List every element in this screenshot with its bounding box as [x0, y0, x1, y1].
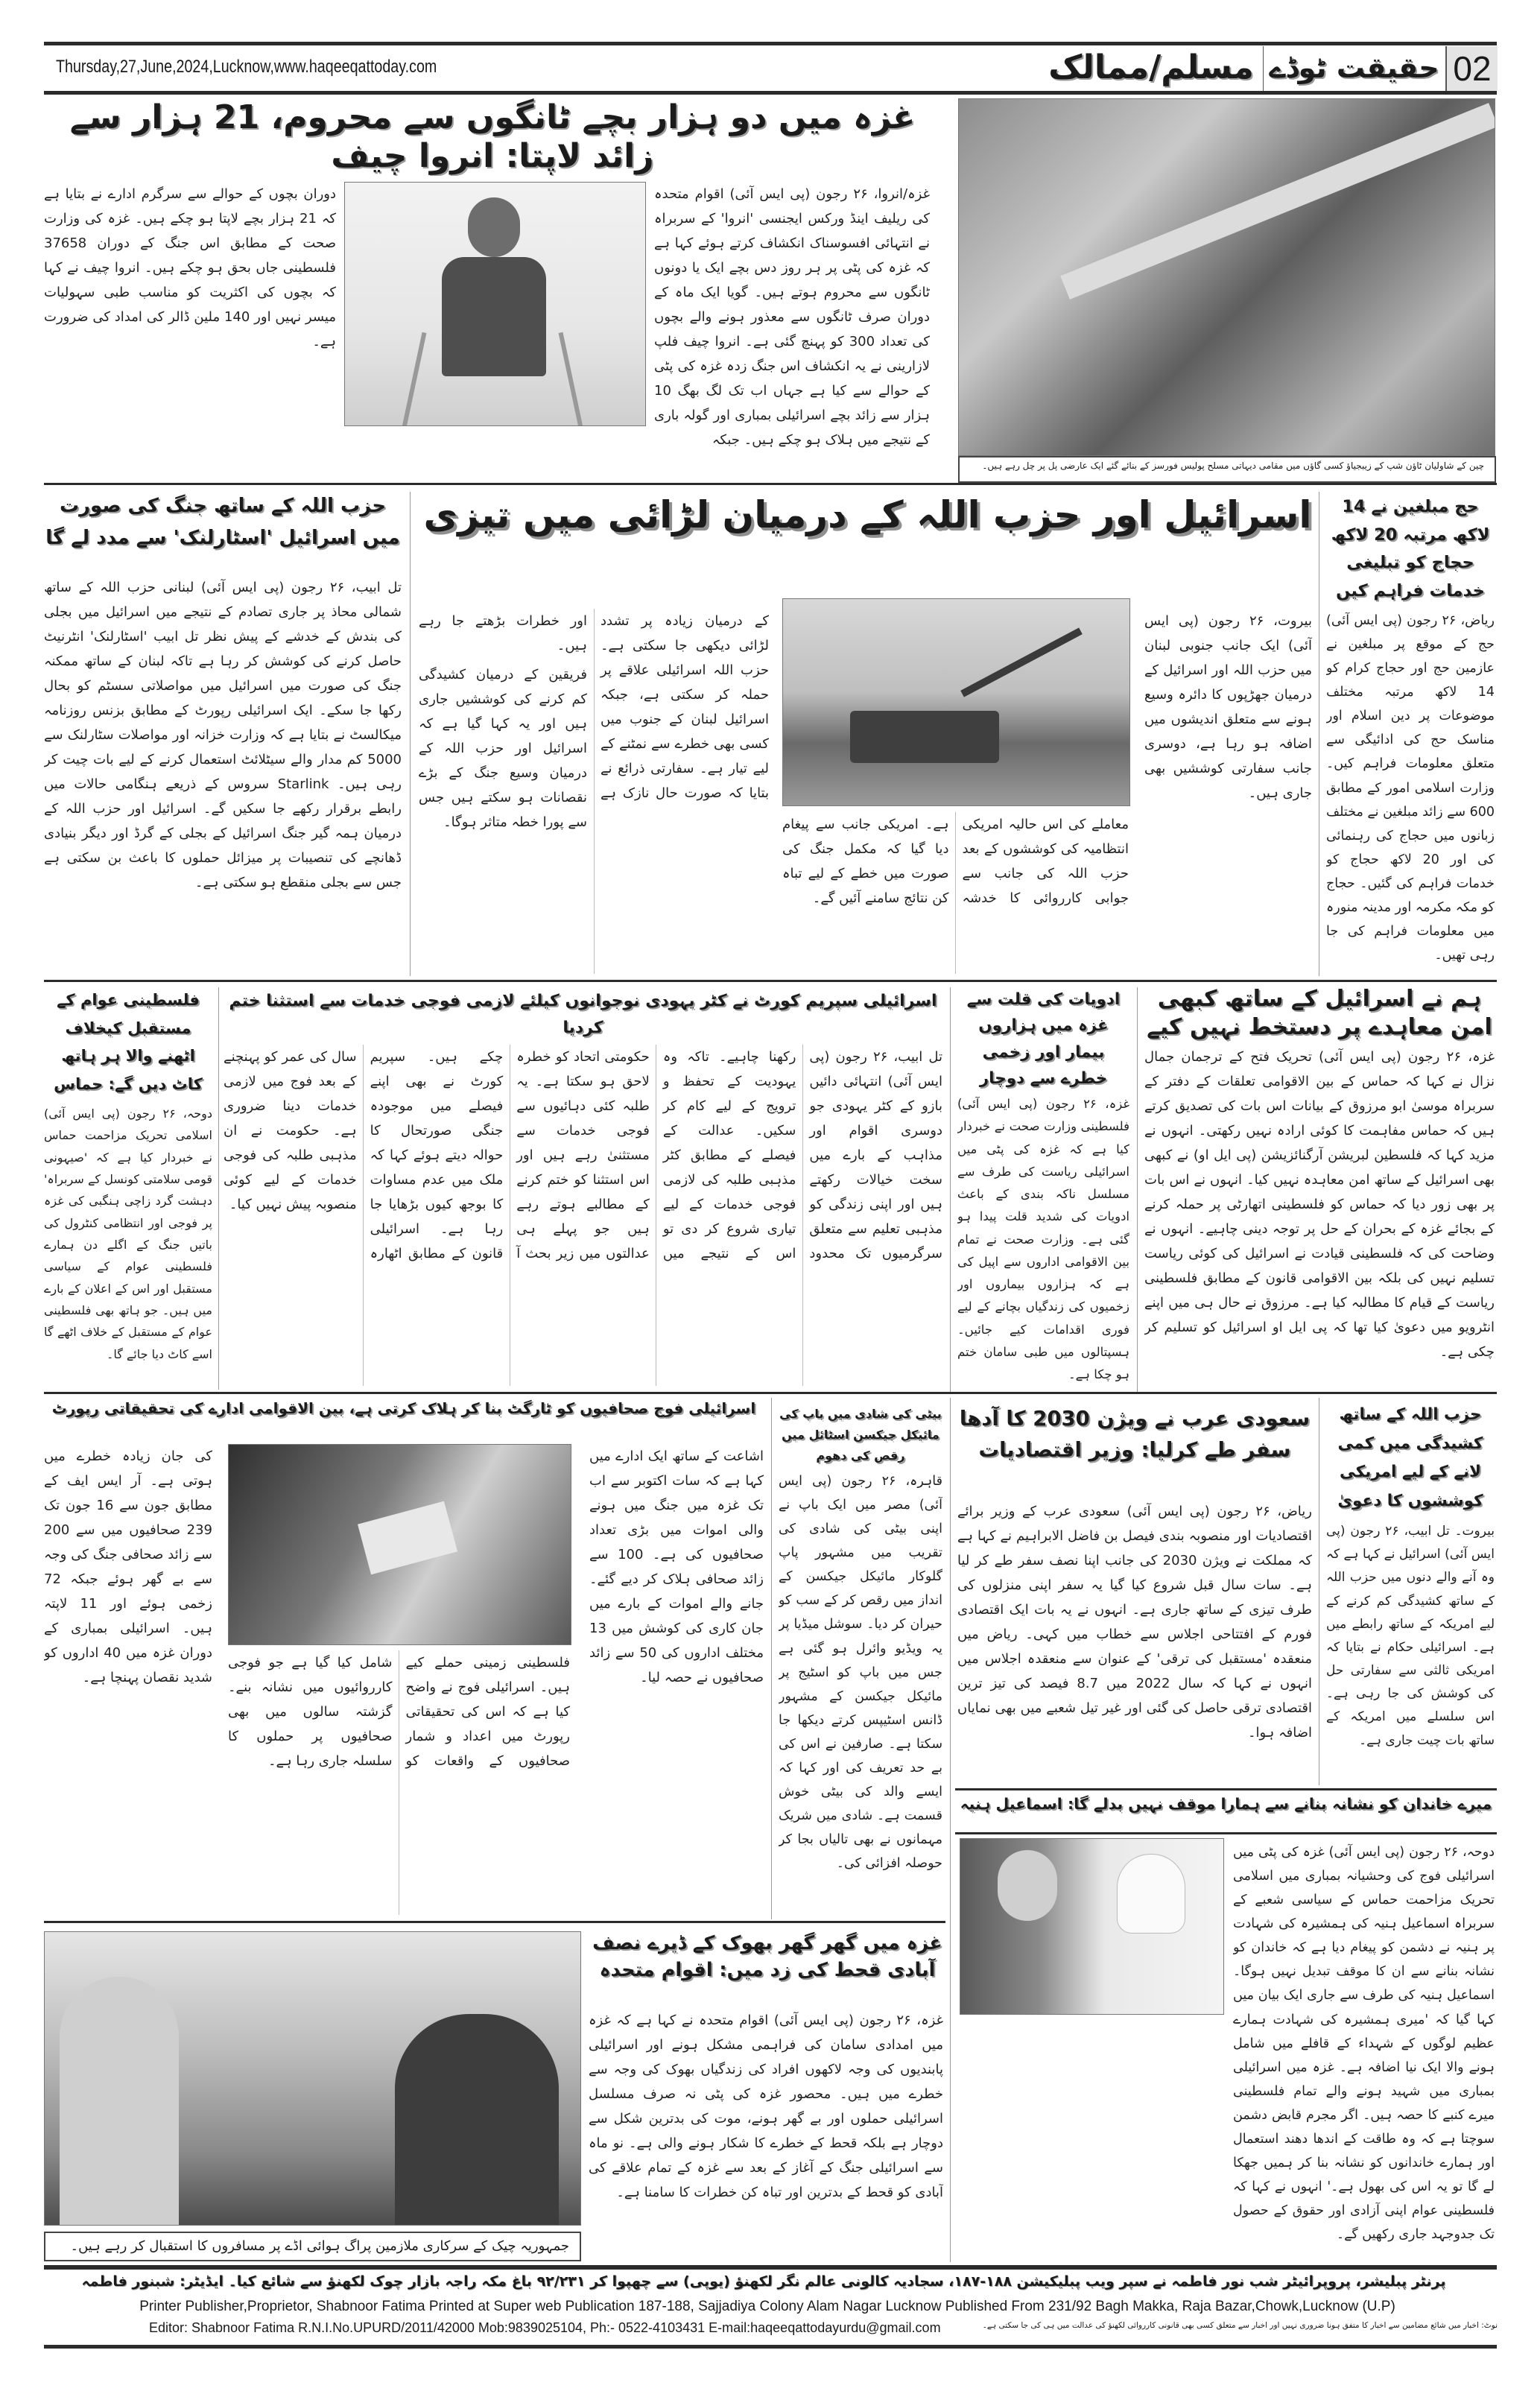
- masthead-divider: [1263, 46, 1264, 91]
- section-title: مسلم/ممالک: [1048, 48, 1254, 86]
- main-story-lead: بیروت، ۲۶ رجون (پی ایس آئی) ایک جانب جنوبی لبنان میں حزب اللہ اور اسرائیل کے درمیان جھڑپوں کا دائرہ وسیع ہونے سے متعلق اندیشوں میں اضافہ ہو رہا ہے، دوسری جانب سفارتی کوششیں بھی جاری ہیں۔: [1144, 613, 1312, 801]
- starlink-headline: حزب اللہ کے ساتھ جنگ کی صورت میں اسرائیل 'اسٹارلنک' سے مدد لے گا: [45, 495, 400, 549]
- column-divider: [950, 1398, 951, 2262]
- section-rule: [44, 1392, 1497, 1394]
- journalists-body-right: اشاعت کے ساتھ ایک ادارے میں کہا ہے کہ سات اکتوبر سے اب تک غزہ میں جنگ میں ہونے والی اموات میں بڑی تعداد صحافیوں کی ہے۔ 100 سے زائد صحافی ہلاک کر دیے گئے۔ جانے والے اموات کے بارے میں جان کاری کی کوشش میں 13 مختلف اداروں کی 50 سے زائد صحافیوں نے حصہ لیا۔: [589, 1448, 764, 1685]
- footer-urdu-imprint: پرنٹر پبلیشر، پروپرائیٹر شب نور فاطمہ نے سپر ویب پبلیکیشن ۱۸۸-۱۸۷، سجادیہ کالونی عالم نگر لکھنؤ (یوپی) سے چھپوا کر ۹۲/۲۳۱ باغ مکہ راجہ بازار چوک لکھنؤ سے شائع کیا۔ ایڈیٹر: شبنور فاطمہ: [81, 2273, 1446, 2290]
- hunger-body: غزہ، ۲۶ رجون (پی ایس آئی) اقوام متحدہ نے کہا ہے کہ غزہ میں امدادی سامان کی فراہمی مشکل ہونے اور اسرائیلی پابندیوں کی وجہ لاکھوں افراد کی زندگیاں بھوک کی وجہ سے خطرے میں ہیں۔ محصور غزہ کی پٹی نہ صرف مسلسل اسرائیلی حملوں اور بے گھر ہونے، موت کی بدترین شکل سے دوچار ہے بلکہ قحط کے خطرے کا شکار ہونے والی ہے۔ نو ماہ سے اسرائیلی جنگ کے آغاز کے بعد سے غزہ کے تمام علاقے کی آبادی کو قحط کے بدترین اور تباہ کن خطرات کا سامنا ہے۔: [589, 2013, 943, 2200]
- journalists-body-left: کی جان زیادہ خطرے میں ہوتی ہے۔ آر ایس ایف کے مطابق جون سے 16 جون تک 239 صحافیوں میں سے 200 سے زائد صحافی جنگ کی وجہ سے بے گھر ہوئے جبکہ 72 زخمی ہوئے اور 11 لاپتہ ہیں۔ اسرائیلی بمباری کے دوران غزہ میں 40 اداروں کو شدید نقصان پہنچا ہے۔: [44, 1448, 212, 1685]
- journalists-headline: اسرائیلی فوج صحافیوں کو ٹارگٹ بنا کر ہلاک کرتی ہے، بین الاقوامی ادارے کی تحقیقاتی رپورٹ: [51, 1399, 756, 1417]
- top-story-headline: غزہ میں دو ہزار بچے ٹانگوں سے محروم، 21 ہزار سے زائد لاپتا: انروا چیف: [69, 98, 916, 175]
- bridge-villagers-photo: [958, 98, 1495, 456]
- journalists-body-middle: فلسطینی زمینی حملے کیے ہیں۔ اسرائیلی فوج نے واضح کیا ہے کہ اس کی تحقیقاتی رپورٹ میں اعداد و شمار صحافیوں کے واقعات کو شامل کیا گیا ہے جو فوجی کارروائیوں میں نشانہ بنے۔ گزشتہ سالوں میں بھی صحافیوں پر حملوں کا سلسلہ جاری رہا ہے۔: [228, 1655, 570, 1769]
- hajj-headline: حج مبلغین نے 14 لاکھ مرتبہ 20 لاکھ حجاج کو تبلیغی خدمات فراہم کیں: [1331, 497, 1490, 601]
- section-rule: [44, 1921, 945, 1923]
- footer-editor-line: Editor: Shabnoor Fatima R.N.I.No.UPURD/2011/42000 Mob:9839025104, Ph:- 0522-4103431 E-mail:haqeeqattodayurdu@gmail.com: [149, 2320, 941, 2335]
- medicine-body: غزہ، ۲۶ رجون (پی ایس آئی) فلسطینی وزارت صحت نے خبردار کیا ہے کہ غزہ کی پٹی میں اسرائیلی ریاست کی طرف سے مسلسل ناکہ بندی کے باعث ادویات کی شدید قلت پیدا ہو گئی ہے۔ وزارت صحت نے تمام بین الاقوامی اداروں سے اپیل کی ہے کہ ہزاروں بیماروں اور زخمیوں کی زندگیاں بچانے کے لیے فوری اقدامات کیے جائیں۔ ہسپتالوں میں طبی سامان ختم ہو چکا ہے۔: [957, 1097, 1129, 1381]
- section-rule: [44, 980, 1497, 982]
- bridge-photo-caption: چین کے شاولیان ٹاؤن شپ کے زیبجیاؤ کسی گاؤں میں مقامی دیہاتی مسلح پولیس فورسز کے بنائے گئے ایک عارضی پل پر چل رہے ہیں۔: [958, 456, 1496, 483]
- main-story-body-under-photo: معاملے کی اس حالیہ امریکی انتظامیہ کی کوششوں کے بعد حزب اللہ کی جانب سے جوابی کارروائی کا خدشہ ہے۔ امریکی جانب سے پیغام دیا گیا کہ مکمل جنگ کی صورت میں خطے کے لیے تباہ کن نتائج سامنے آئیں گے۔: [782, 817, 1129, 906]
- supreme-court-body: تل ابیب، ۲۶ رجون (پی ایس آئی) انتہائی دائیں بازو کے کٹر یہودی جو دوسری اقوام اور مذاہب کے بارے میں سخت خیالات رکھتے ہیں اور اپنی زندگی کو مذہبی تعلیم سے متعلق سرگرمیوں تک محدود رکھنا چاہیے۔ تاکہ وہ یہودیت کے تحفظ و ترویج کے لیے کام کر سکیں۔ عدالت کے فیصلے کے مطابق کٹر مذہبی طلبہ کی لازمی فوجی خدمات کے لیے تیاری شروع کر دی تو اس کے نتیجے میں حکومتی اتحاد کو خطرہ لاحق ہو سکتا ہے۔ یہ طلبہ کئی دہائیوں سے فوجی خدمات سے مستثنیٰ رہے ہیں اور اس استثنا کو ختم کرنے کے مطالبے ہوتے رہے ہیں جو پہلے ہی عدالتوں میں زیر بحث آ چکے ہیں۔ سپریم کورٹ نے بھی اپنے فیصلے میں موجودہ جنگی صورتحال کا حوالہ دیتے ہوئے کہا کہ ملک میں عدم مساوات کا بوجھ کیوں بڑھایا جا رہا ہے۔ اسرائیلی قانون کے مطابق اٹھارہ سال کی عمر کو پہنچنے کے بعد فوج میں لازمی خدمات دینا ضروری ہے۔ حکومت نے ان مذہبی طلبہ کی فوجی خدمات کے لیے کوئی منصوبہ پیش نہیں کیا۔: [224, 1049, 942, 1261]
- column-divider: [410, 492, 411, 976]
- section-rule: [955, 1832, 1497, 1834]
- journalist-casualty-photo: [228, 1444, 571, 1645]
- top-story-continuation: دوران بچوں کے حوالے سے سرگرم ادارے نے بتایا ہے کہ 21 ہزار بچے لاپتا ہو چکے ہیں۔ غزہ کی وزارت صحت کے مطابق اس جنگ کے دوران 37658 فلسطینی جاں بحق ہو چکے ہیں۔ انروا چیف نے کہا کہ بچوں کی اکثریت کو مناسب طبی سہولیات میسر نہیں اور 140 ملین ڈالر کی امداد کی ضرورت ہے۔: [44, 186, 336, 349]
- jackson-body: قاہرہ، ۲۶ رجون (پی ایس آئی) مصر میں ایک باپ نے اپنی بیٹی کی شادی کی تقریب میں مشہور پاپ گلوکار مائیکل جیکسن کے انداز میں رقص کر کے سب کو حیران کر دیا۔ سوشل میڈیا پر یہ ویڈیو وائرل ہو گئی ہے جس میں باپ کو اسٹیج پر مائیکل جیکسن کے مشہور ڈانس اسٹیپس کرتے دیکھا جا سکتا ہے۔ صارفین نے اس کی بے حد تعریف کی اور کہا کہ ایسے والد کی بیٹی خوش قسمت ہے۔ شادی میں شریک مہمانوں نے بھی تالیاں بجا کر حوصلہ افزائی کی۔: [779, 1474, 942, 1872]
- masthead-top-rule: [44, 42, 1497, 45]
- us-efforts-headline: حزب اللہ کے ساتھ کشیدگی میں کمی لانے کے لیے امریکی کوششوں کا دعویٰ: [1337, 1405, 1483, 1510]
- footer-bottom-rule: [44, 2345, 1497, 2349]
- medicine-headline: ادویات کی قلت سے غزہ میں ہزاروں بیمار اور زخمی خطرے سے دوچار: [966, 990, 1121, 1088]
- section-rule: [44, 483, 1497, 485]
- hunger-headline: غزہ میں گھر گھر بھوک کے ڈیرے نصف آبادی قحط کی زد میں: اقوام متحدہ: [592, 1932, 942, 1981]
- haniyeh-and-sister-photo: [960, 1838, 1224, 2015]
- page-number: 02: [1445, 46, 1498, 91]
- hamas-headline: فلسطینی عوام کے مستقبل کیخلاف اٹھنے والا ہر ہاتھ کاٹ دیں گے: حماس: [54, 991, 203, 1093]
- section-rule: [955, 1788, 1497, 1790]
- main-story-body-left: کے درمیان زیادہ پر تشدد لڑائی دیکھی جا سکتی ہے۔ حزب اللہ اسرائیلی علاقے پر حملہ کر سکتی ہے، جبکہ اسرائیل لبنان کے جنوب میں کسی بھی خطرے سے نمٹنے کے لیے تیار ہے۔ سفارتی ذرائع نے بتایا کہ صورت حال نازک ہے اور خطرات بڑھتے جا رہے ہیں۔ فریقین کے درمیان کشیدگی کم کرنے کی کوششیں جاری ہیں اور یہ کہا گیا ہے کہ اسرائیل اور حزب اللہ کے درمیان وسیع جنگ کے بڑے نقصانات ہو سکتے ہیں جس سے پورا خطہ متاثر ہوگا۔: [419, 613, 769, 830]
- top-story-lead: غزہ/انروا، ۲۶ رجون (پی ایس آئی) اقوام متحدہ کی ریلیف اینڈ ورکس ایجنسی 'انروا' کے سربراہ نے انتہائی افسوسناک انکشاف کرتے ہوئے کہا ہے کہ غزہ کی پٹی پر ہر روز دس بچے ایک یا دونوں ٹانگوں سے محروم ہوتے ہیں۔ گویا ایک ماہ کے دوران صرف ٹانگوں سے معذور ہونے والے بچوں کی تعداد 300 کو پہنچ گئی ہے۔ انروا چیف فلپ لازارینی نے یہ انکشاف اس جنگ زدہ غزہ کی پٹی کے حوالے سے کیا ہے جہاں اب تک لگ بھگ 10 ہزار سے زائد بچے اسرائیلی بمباری اور گولہ باری کے نتیجے میں ہلاک ہو چکے ہیں۔ جبکہ: [654, 186, 930, 448]
- supreme-court-headline: اسرائیلی سپریم کورٹ نے کٹر یہودی نوجوانوں کیلئے لازمی فوجی خدمات سے استثنا ختم کردیا: [229, 992, 937, 1037]
- hajj-body: ریاض، ۲۶ رجون (پی ایس آئی) حج کے موقع پر مبلغین نے عازمین حج اور حجاج کرام کو 14 لاکھ مرتبہ مختلف موضوعات پر دین اسلام اور مناسک حج کی ادائیگی سے متعلق معلومات فراہم کیں۔ وزارت اسلامی امور کے مطابق 600 سے زائد مبلغین نے مختلف زبانوں میں حجاج کی رہنمائی کی اور 20 لاکھ حجاج کو خدمات فراہم کی گئیں۔ حجاج کو مکہ مکرمہ اور مدینہ منورہ میں معلومات فراہم کی جا رہی تھیں۔: [1326, 613, 1495, 963]
- haniyeh-headline: میرے خاندان کو نشانہ بنانے سے ہمارا موقف نہیں بدلے گا: اسماعیل ہنیہ: [960, 1795, 1492, 1813]
- main-headline: اسرائیل اور حزب اللہ کے درمیان لڑائی میں تیزی: [423, 493, 1312, 536]
- child-on-crutches-photo: [344, 182, 646, 426]
- dateline: Thursday,27,June,2024,Lucknow,www.haqeeqattoday.com: [56, 57, 437, 77]
- starlink-body: تل ابیب، ۲۶ رجون (پی ایس آئی) لبنانی حزب اللہ کے ساتھ شمالی محاذ پر جاری تصادم کے نتیجے میں اسرائیل میں بجلی کی بندش کے خدشے کے پیش نظر تل ابیب 'اسٹارلنک' انٹرنیٹ حاصل کرنے کی کوشش کر رہا ہے تاکہ لبنان کے ساتھ ممکنہ جنگ کی صورت میں اسرائیل میں مواصلاتی سسٹم کو بحال رکھا جا سکے۔ ایک اسرائیلی رپورٹ کے مطابق بزنس روزنامہ میکالسٹ نے بتایا ہے کہ وزارت خزانہ اور مواصلات سٹارلنک سے 5000 کم مدار والے سیٹلائٹ استعمال کرنے کے لیے بات چیت کر رہی ہیں۔ Starlink سروس کے ذریعے ہنگامی حالات میں رابطے برقرار رکھے جا سکیں گے۔ اسرائیل اور حزب اللہ کے درمیان ہمہ گیر جنگ اسرائیل کے بجلی کے گرڈ اور دیگر بنیادی ڈھانچے کی تنصیبات پر میزائل حملوں کا باعث بن سکتی ہے جس سے بجلی منقطع ہو سکتی ہے۔: [44, 580, 402, 890]
- saudi-vision-headline: سعودی عرب نے ویژن 2030 کا آدھا سفر طے کرلیا: وزیر اقتصادیات: [959, 1407, 1311, 1462]
- footer-top-rule: [44, 2265, 1497, 2270]
- masthead-bottom-rule: [44, 91, 1497, 95]
- saudi-vision-body: ریاض، ۲۶ رجون (پی ایس آئی) سعودی عرب کے وزیر برائے اقتصادیات اور منصوبہ بندی فیصل بن فاضل الابراہیم نے کہا ہے کہ مملکت نے ویژن 2030 کی جانب اپنا نصف سفر طے کر لیا ہے۔ سات سال قبل شروع کیا گیا یہ سفر اپنی منزلوں کی طرف تیزی کے ساتھ جاری ہے۔ انہوں نے یہ بات ایک اقتصادی فورم کے افتتاحی اجلاس سے خطاب میں کہی۔ ریاض میں منعقدہ 'مستقبل کی ترقی' کے عنوان سے منعقدہ اجلاس میں انہوں نے کہا کہ سال 2022 میں 8.7 فیصد کی تیز ترین اقتصادی ترقی حاصل کی گئی اور غیر تیل شعبے میں بھی نمایاں اضافہ ہوا۔: [957, 1504, 1312, 1741]
- column-divider: [950, 987, 951, 1393]
- hamas-body: دوحہ، ۲۶ رجون (پی ایس آئی) اسلامی تحریک مزاحمت حماس نے خبردار کیا ہے کہ 'صیہونی قومی سلامتی کونسل کے سربراہ' دہشت گرد زاچی ہنگبی کی غزہ پر فوجی اور انتظامی کنٹرول کی باتیں جنگ کے اگلے دن ہمارے فلسطینی عوام کے سیاسی مستقبل اور اس کے اعلان کے بارے میں ہیں۔ جو ہاتھ بھی فلسطینی عوام کے مستقبل کے خلاف اٹھے گا اسے کاٹ دیا جائے گا۔: [44, 1106, 212, 1361]
- prague-airport-photo: [44, 1931, 581, 2226]
- haniyeh-body: دوحہ، ۲۶ رجون (پی ایس آئی) غزہ کی پٹی میں اسرائیلی فوج کی وحشیانہ بمباری میں اسلامی تحریک مزاحمت حماس کے سیاسی شعبے کے سربراہ اسماعیل ہنیہ کی ہمشیرہ کی شہادت پر ہنیہ نے دشمن کو پیغام دیا ہے کہ خاندان کو نشانہ بنانے سے ان کا موقف تبدیل نہیں ہوگا۔ اسماعیل ہنیہ کی طرف سے جاری ایک بیان میں کہا گیا کہ 'میری ہمشیرہ کی شہادت ہمارے عظیم لوگوں کے شہداء کے قافلے میں شامل ہونے والا ایک نیا اضافہ ہے۔ غزہ میں اسرائیلی بمباری میں شہید ہونے والے تمام فلسطینی میرے کنبے کا حصہ ہیں۔ اگر مجرم قابض دشمن سوچتا ہے کہ وہ طاقت کے اندھا دھند استعمال اور ہمارے خاندانوں کو نشانہ بنا کر ہمیں جھکا لے گا تو یہ اس کی بھول ہے۔' انہوں نے کہا کہ فلسطینی عوام اپنی آزادی اور حقوق کے حصول تک جدوجہد جاری رکھیں گے۔: [1233, 1845, 1495, 2243]
- newspaper-logo: حقیقت ٹوڈے: [1269, 51, 1439, 84]
- column-divider: [218, 987, 219, 1390]
- jackson-headline: بیٹی کی شادی میں باپ کی مائیکل جیکسن اسٹائل میں رقص کی دھوم: [779, 1407, 942, 1463]
- us-efforts-body: بیروت۔ تل ابیب، ۲۶ رجون (پی ایس آئی) اسرائیل نے کہا ہے کہ وہ آنے والے دنوں میں حزب اللہ کے ساتھ کشیدگی کم کرنے کے لیے امریکہ کے ساتھ رابطے میں ہے۔ اسرائیلی حکام نے بتایا کہ امریکی ثالثی سے سفارتی حل کی کوشش کی جا رہی ہے۔ اس سلسلے میں امریکہ کے ساتھ بات چیت جاری ہے۔: [1326, 1524, 1495, 1748]
- peace-body: غزہ، ۲۶ رجون (پی ایس آئی) تحریک فتح کے ترجمان جمال نزال نے کہا کہ حماس کے بین الاقوامی تعلقات کے دفتر کے سربراہ موسیٰ ابو مرزوق کے بیانات اس بات کی تصدیق کرتے ہیں کہ حماس مفاہمت کا کوئی ارادہ نہیں رکھتی۔ انہوں نے مزید کہا کہ فلسطین لبریشن آرگنائزیشن (پی ایل او) نے کبھی بھی اسرائیل کے ساتھ امن معاہدہ نہیں کیا۔ انہوں نے اس بات پر بھی زور دیا کہ حماس کو فلسطینی اتھارٹی پر حملہ کرنے کے بجائے غزہ کے بحران کے حل پر توجہ دینی چاہیے۔ انہوں نے وضاحت کی کہ فلسطینی قیادت نے اسرائیل کی کوئی ریاست تسلیم نہیں کی بلکہ بین الاقوامی قانون کے مطابق فلسطینی ریاست کے قیام کا مطالبہ کیا ہے۔ مرزوق نے حال ہی میں اپنے انٹرویو میں دعویٰ کیا تھا کہ پی ایل او اسرائیل کو تسلیم کر چکی ہے۔: [1144, 1049, 1495, 1360]
- footer-english-imprint: Printer Publisher,Proprietor, Shabnoor Fatima Printed at Super web Publication 187-188, Sajjadiya Colony Alam Nagar Lucknow Published From 231/92 Bagh Makka, Raja Bazar,Chowk,Lucknow (U.P): [139, 2299, 1395, 2314]
- column-divider: [1137, 987, 1138, 1393]
- footer-legal-note: نوٹ: اخبار میں شائع مضامین سے اخبار کا متفق ہونا ضروری نہیں اور اخبار سے متعلق کسی بھی قانونی کارروائی لکھنؤ کی عدالت میں ہی کی جا سکتی ہے۔: [982, 2321, 1498, 2330]
- column-divider: [771, 1398, 772, 1919]
- peace-headline: ہم نے اسرائیل کے ساتھ کبھی امن معاہدے پر دستخط نہیں کیے: [1147, 986, 1492, 1040]
- artillery-tank-photo: [782, 598, 1130, 806]
- airport-photo-caption: جمہوریہ چیک کے سرکاری ملازمین پراگ ہوائی اڈے پر مسافروں کا استقبال کر رہے ہیں۔: [44, 2232, 581, 2261]
